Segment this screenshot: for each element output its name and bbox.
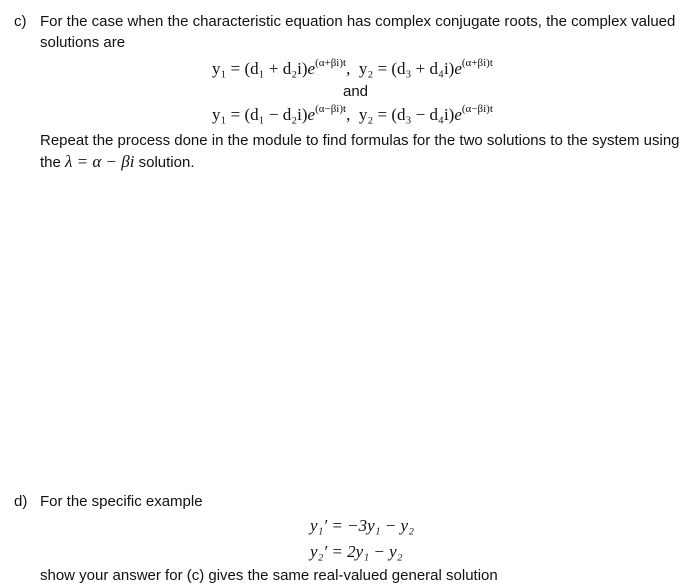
part-c-label: c) <box>14 13 27 30</box>
part-d-label: d) <box>14 493 28 510</box>
eq2-y2-exponent: (α−βi)t <box>461 103 493 115</box>
eq1-y2: y₂ = (d₃ + d₄i) <box>358 59 455 78</box>
part-d-intro: For the specific example <box>40 493 203 510</box>
part-d-equation-2: y₂′ = 2y₁ − y₂ <box>310 542 403 561</box>
eq1-y1: y₁ = (d₁ + d₂i) <box>212 59 308 78</box>
part-c-equation-1: $y_1 = (d_1 + d_2i)e^{(\alpha+\beta i)t}$, $y_2 = (d_3 + d_4i)e^{(\alpha+\beta i)t}$ <box>212 57 493 78</box>
eq1-y2-exponent: (α+βi)t <box>461 57 493 69</box>
part-d-equation-1: y₁′ = −3y₁ − y₂ <box>310 516 415 535</box>
part-c-equation-2: $y_1 = (d_1 - d_2i)e^{(\alpha-\beta i)t}$, $y_2 = (d_3 - d_4i)e^{(\alpha-\beta i)t}$ <box>212 103 493 124</box>
part-c-repeat-line2 <box>40 152 195 173</box>
lambda-expression: λ = α − βi <box>65 152 135 171</box>
repeat-line2-post: solution. <box>138 154 195 171</box>
eq1-y1-exponent: (α+βi)t <box>315 57 347 69</box>
eq2-y2: y₂ = (d₃ − d₄i) <box>358 105 455 124</box>
part-c-intro-line1: For the case when the characteristic equation has complex conjugate roots, the complex valued <box>40 13 676 30</box>
and-text: and <box>343 83 369 100</box>
part-d-closing: show your answer for (c) gives the same real-valued general solution <box>40 567 498 584</box>
part-c-intro-line2: solutions are <box>40 34 126 51</box>
repeat-line2-pre: the <box>40 154 61 171</box>
part-c-repeat-line1: Repeat the process done in the module to find formulas for the two solutions to the system using <box>40 132 680 149</box>
eq2-y1: y₁ = (d₁ − d₂i) <box>212 105 308 124</box>
eq2-y1-exponent: (α−βi)t <box>315 103 347 115</box>
